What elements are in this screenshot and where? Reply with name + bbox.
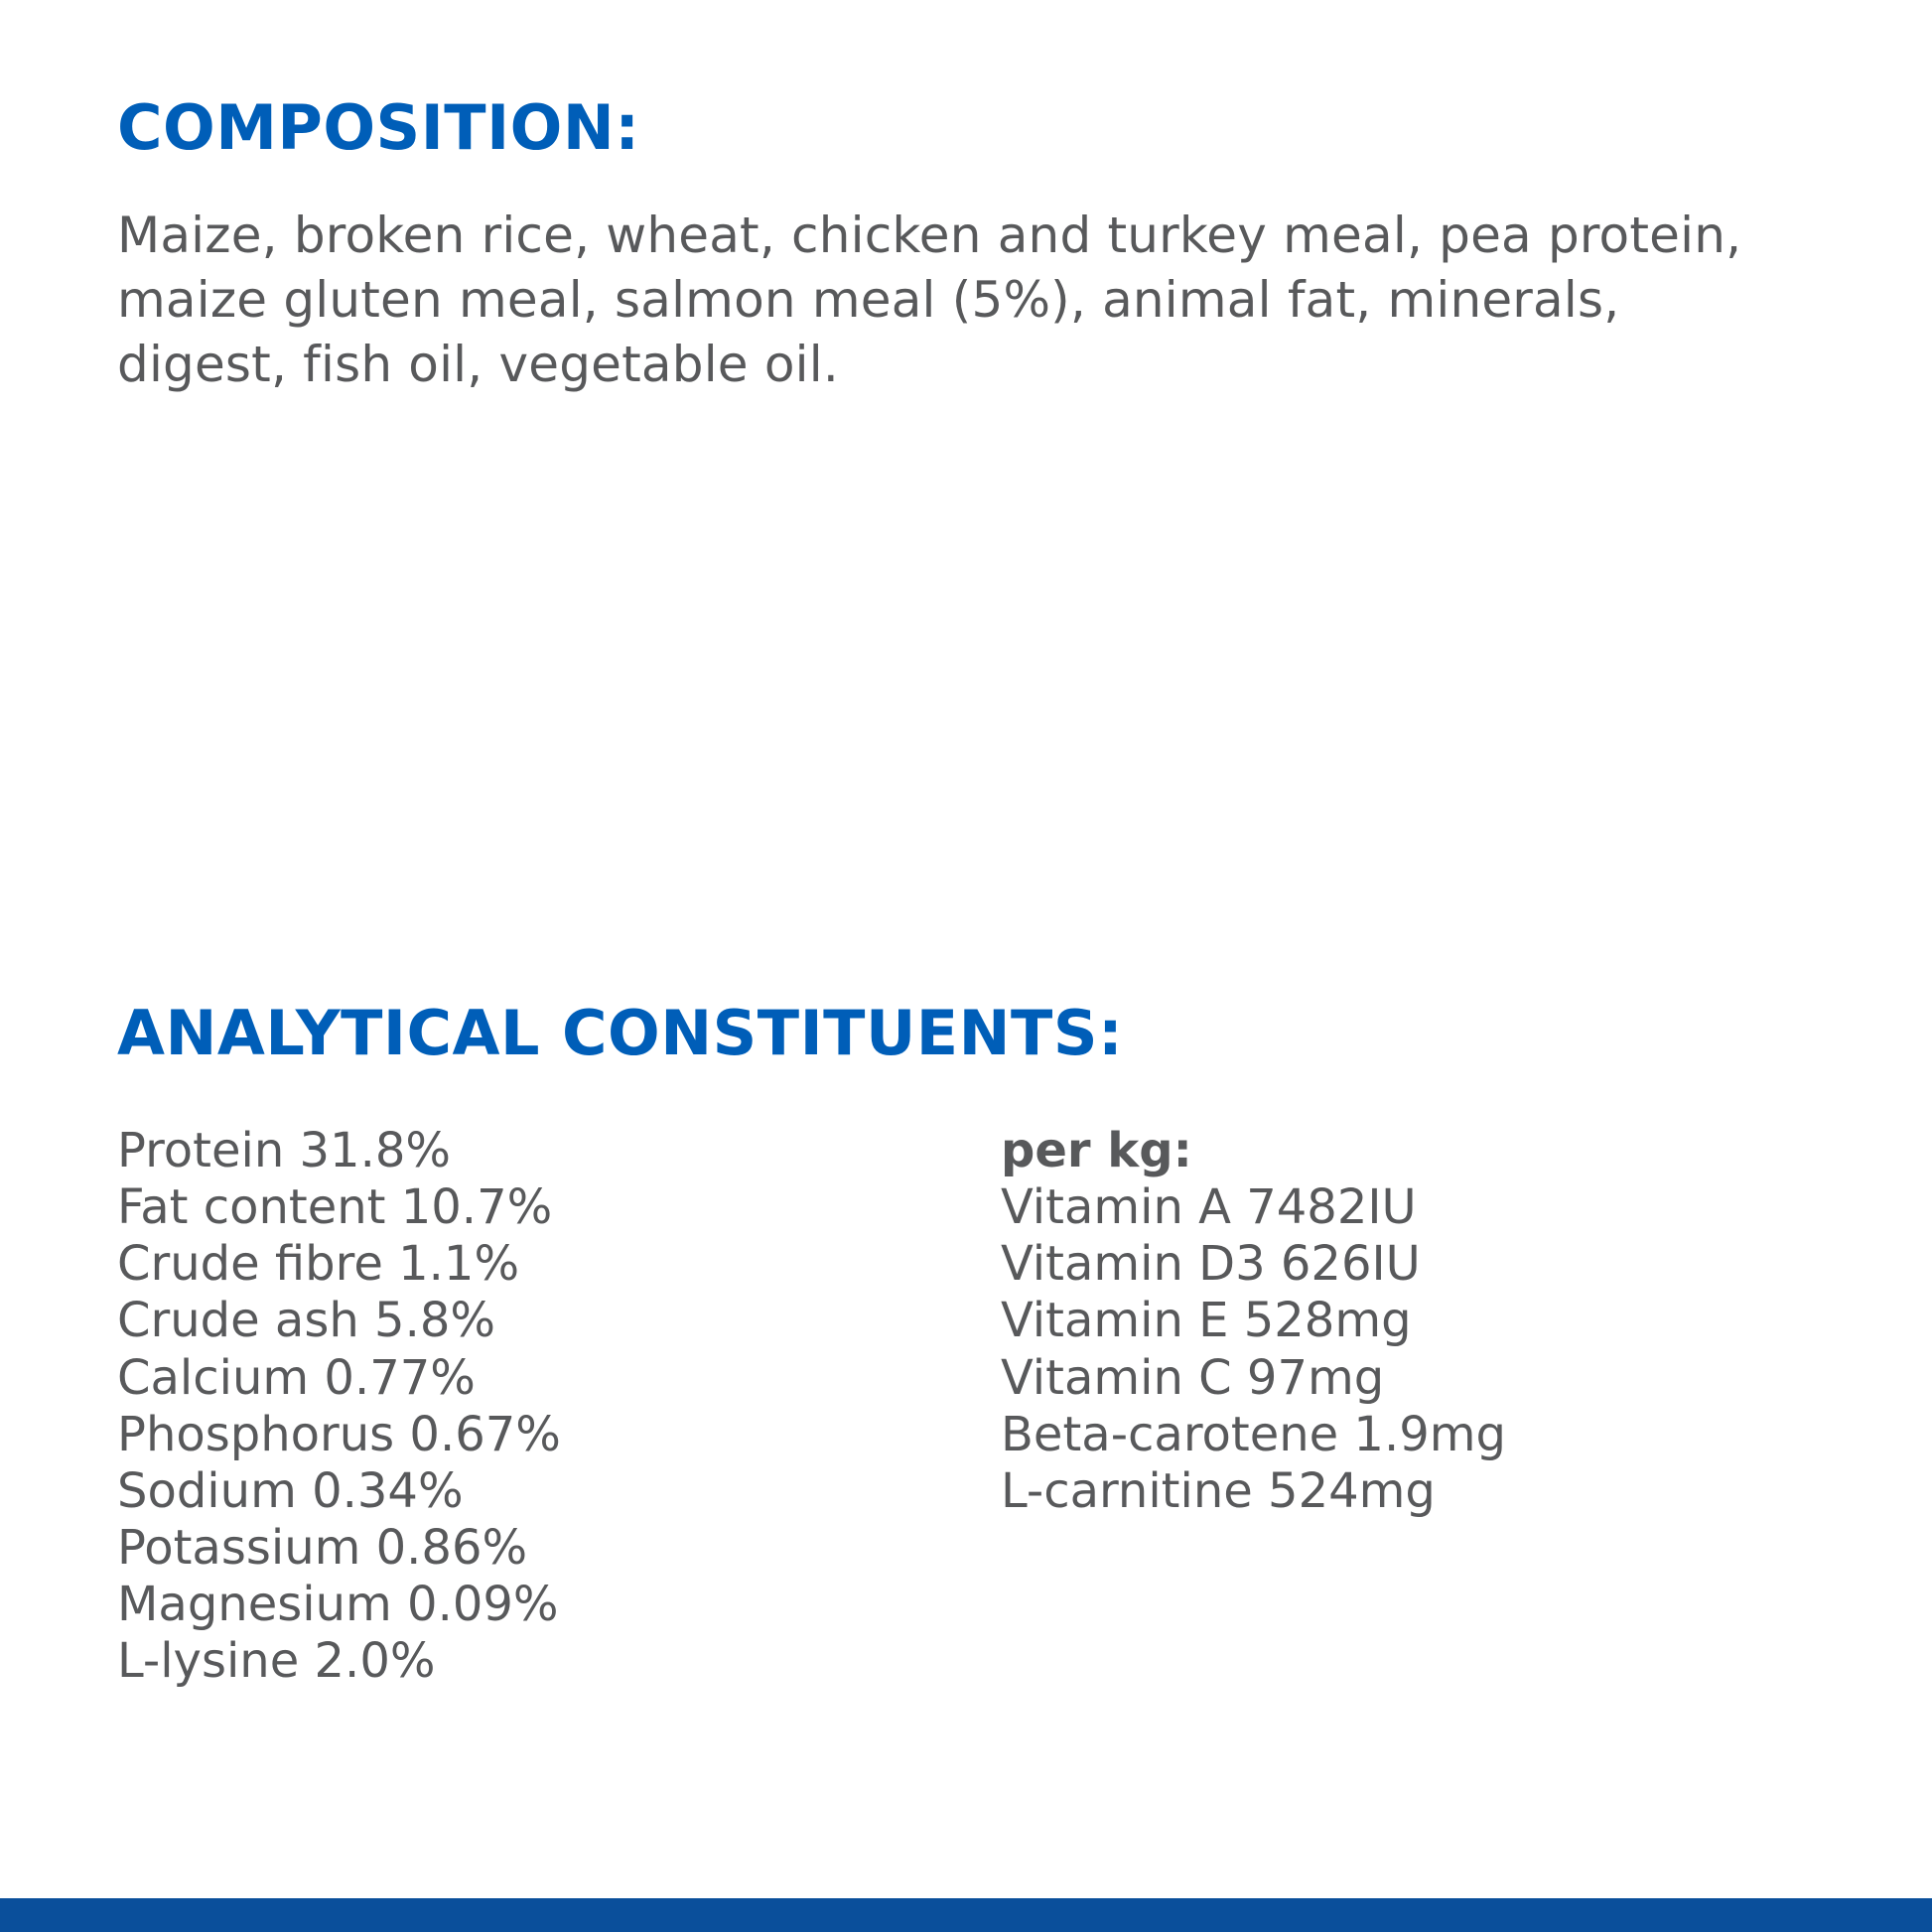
list-item: Calcium 0.77%: [117, 1349, 476, 1406]
constituents-columns: [117, 1123, 1825, 1690]
constituents-right-column: [1001, 1123, 1755, 1520]
list-item: Potassium 0.86%: [117, 1519, 528, 1576]
analytical-constituents-section: [117, 997, 1825, 1690]
list-item: Vitamin C 97mg: [1001, 1349, 1385, 1406]
analytical-constituents-heading: ANALYTICAL CONSTITUENTS:: [117, 997, 1124, 1069]
list-item: Vitamin D3 626IU: [1001, 1236, 1421, 1293]
list-item: Vitamin A 7482IU: [1001, 1179, 1417, 1236]
list-item: Crude fibre 1.1%: [117, 1236, 520, 1293]
composition-text: Maize, broken rice, wheat, chicken and turkey meal, pea protein, maize gluten meal, salmon meal (5%), animal fat, minerals, digest, fish oil, vegetable oil.: [117, 207, 1742, 394]
list-item: L-lysine 2.0%: [117, 1633, 436, 1690]
bottom-accent-bar: [0, 1898, 1932, 1932]
list-item: Magnesium 0.09%: [117, 1576, 559, 1632]
list-item: Protein 31.8%: [117, 1123, 451, 1179]
per-kg-label: per kg:: [1001, 1123, 1192, 1179]
list-item: L-carnitine 524mg: [1001, 1462, 1436, 1519]
list-item: Beta-carotene 1.9mg: [1001, 1406, 1506, 1462]
list-item: Sodium 0.34%: [117, 1462, 464, 1519]
constituents-left-column: [117, 1123, 1001, 1690]
composition-heading: COMPOSITION:: [117, 91, 640, 164]
list-item: Fat content 10.7%: [117, 1179, 553, 1236]
composition-section: [117, 91, 1805, 397]
list-item: Phosphorus 0.67%: [117, 1406, 561, 1462]
list-item: Crude ash 5.8%: [117, 1293, 495, 1349]
list-item: Vitamin E 528mg: [1001, 1293, 1412, 1349]
